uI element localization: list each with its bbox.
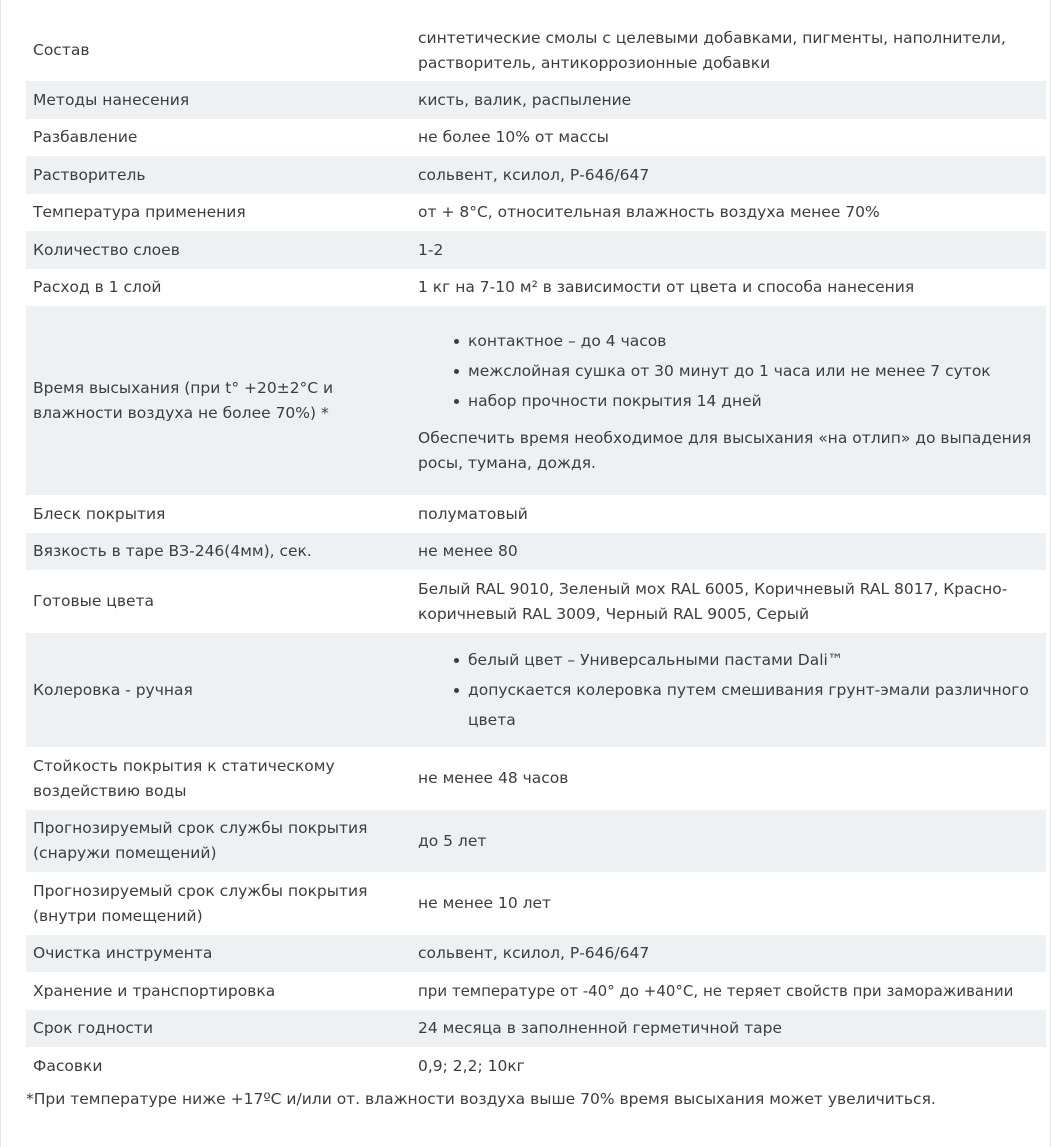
row-value: не менее 80: [418, 542, 518, 560]
row-label: Срок годности: [33, 1019, 154, 1037]
row-label: Время высыхания (при t° +20±2°С и влажности воздуха не более 70%) *: [33, 378, 334, 422]
row-value: от + 8°С, относительная влажность воздуха менее 70%: [418, 203, 880, 221]
table-row: [26, 156, 1046, 194]
row-value: 1-2: [418, 240, 444, 259]
row-label: Вязкость в таре ВЗ-246(4мм), сек.: [33, 542, 312, 560]
row-value: до 5 лет: [418, 831, 487, 850]
row-value: полуматовый: [418, 504, 528, 523]
table-row: [26, 1047, 1046, 1085]
tinting-list: [418, 645, 1032, 735]
row-label: Фасовки: [33, 1056, 103, 1075]
row-value: при температуре от -40° до +40°С, не теряет свойств при замораживании: [418, 981, 1014, 1000]
table-row: [26, 1010, 1046, 1047]
drying-time-list: [418, 326, 1032, 416]
list-item: белый цвет – Универсальными пастами Dali™: [468, 645, 1032, 675]
row-label: Готовые цвета: [33, 592, 155, 610]
drying-note: Обеспечить время необходимое для высыхания «на отлип» до выпадения росы, тумана, дождя.: [418, 428, 1032, 472]
table-row: [26, 20, 1046, 81]
list-item: межслойная сушка от 30 минут до 1 часа или не менее 7 суток: [468, 356, 1032, 386]
row-label: Растворитель: [33, 165, 146, 184]
row-value: сольвент, ксилол, Р-646/647: [418, 944, 650, 962]
table-row: [26, 194, 1046, 231]
table-row: [26, 747, 1046, 810]
table-row: [26, 231, 1046, 269]
specs-table: [26, 20, 1046, 1085]
row-value: синтетические смолы с целевыми добавками, пигменты, наполнители, растворитель, антикоррозионные добавки: [418, 28, 1006, 72]
table-row: [26, 533, 1046, 570]
table-row: [26, 306, 1046, 495]
row-value: Белый RAL 9010, Зеленый мох RAL 6005, Коричневый RAL 8017, Красно-коричневый RAL 3009, Черный RAL 9005, Серый: [418, 579, 1008, 623]
row-label: Хранение и транспортировка: [33, 981, 276, 1000]
row-label: Колеровка - ручная: [33, 680, 193, 699]
row-value: 24 месяца в заполненной герметичной таре: [418, 1019, 782, 1037]
row-label: Блеск покрытия: [33, 504, 166, 523]
table-row: [26, 872, 1046, 935]
row-label: Очистка инструмента: [33, 944, 213, 962]
table-row: [26, 119, 1046, 156]
table-row: [26, 810, 1046, 872]
row-label: Методы нанесения: [33, 90, 190, 109]
row-label: Разбавление: [33, 128, 138, 146]
row-label: Прогнозируемый срок службы покрытия (внутри помещений): [33, 881, 368, 925]
table-row: [26, 633, 1046, 747]
table-row: [26, 972, 1046, 1010]
table-row: [26, 269, 1046, 306]
row-label: Состав: [33, 41, 90, 59]
row-value: 0,9; 2,2; 10кг: [418, 1056, 525, 1075]
table-row: [26, 81, 1046, 119]
list-item: допускается колеровка путем смешивания грунт-эмали различного цвета: [468, 675, 1032, 735]
row-label: Прогнозируемый срок службы покрытия (снаружи помещений): [33, 819, 368, 862]
row-value: не менее 10 лет: [418, 894, 552, 912]
row-value: [418, 645, 1046, 735]
row-value: не более 10% от массы: [418, 128, 609, 146]
row-value: не менее 48 часов: [418, 769, 569, 787]
row-value: [418, 326, 1046, 476]
row-label: Количество слоев: [33, 240, 180, 259]
footnote: *При температуре ниже +17ºС и/или от. влажности воздуха выше 70% время высыхания может увеличиться.: [26, 1090, 936, 1108]
list-item: набор прочности покрытия 14 дней: [468, 386, 1032, 416]
table-row: [26, 495, 1046, 533]
list-item: контактное – до 4 часов: [468, 326, 1032, 356]
row-label: Расход в 1 слой: [33, 278, 162, 296]
row-value: 1 кг на 7-10 м² в зависимости от цвета и способа нанесения: [418, 278, 915, 296]
row-label: Стойкость покрытия к статическому воздействию воды: [33, 756, 335, 800]
table-row: [26, 570, 1046, 633]
table-row: [26, 935, 1046, 972]
row-label: Температура применения: [33, 203, 246, 221]
row-value: кисть, валик, распыление: [418, 90, 632, 109]
row-value: сольвент, ксилол, Р-646/647: [418, 165, 650, 184]
